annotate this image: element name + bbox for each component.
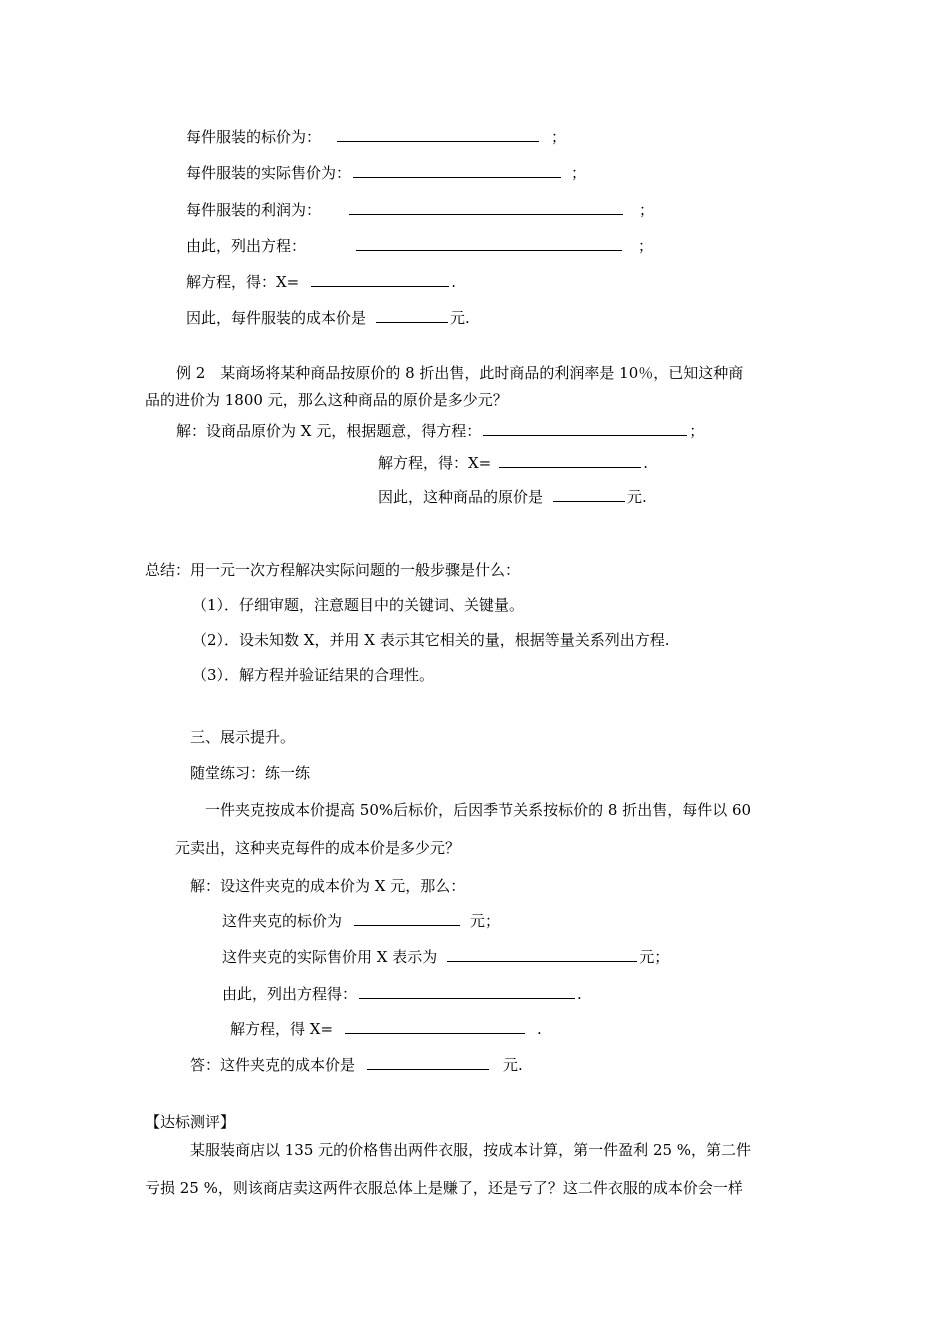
section3-subheading: 随堂练习：练一练: [190, 764, 311, 782]
line-text: ；: [638, 237, 654, 255]
line-text: 由此，列出方程得：: [222, 985, 358, 1003]
answer-blank[interactable]: [483, 421, 687, 436]
line-text: 元.: [627, 488, 647, 506]
answer-blank[interactable]: [367, 1055, 489, 1070]
line-text: 这件夹克的实际售价用 X 表示为: [222, 948, 438, 966]
answer-blank[interactable]: [447, 947, 637, 962]
example2-line1: 例 2 某商场将某种商品按原价的 8 折出售，此时商品的利润率是 10％，已知这种商: [176, 364, 744, 382]
practice-sale-price: [222, 947, 669, 967]
line-text: 元；: [639, 948, 670, 966]
example2-answer: [378, 487, 647, 507]
assessment-heading: 【达标测评】: [145, 1113, 236, 1131]
line-text: .: [577, 985, 582, 1003]
practice-equation: [222, 984, 582, 1004]
line-text: ；: [689, 422, 705, 440]
practice-problem-line2: 元卖出，这种夹克每件的成本价是多少元？: [175, 839, 461, 857]
line-text: 因此，每件服装的成本价是: [186, 309, 367, 327]
intro-line-list-price: [186, 127, 566, 147]
answer-blank[interactable]: [354, 911, 460, 926]
line-text: 解方程，得：X=: [378, 454, 492, 472]
summary-step: （2）．设未知数 X，并用 X 表示其它相关的量，根据等量关系列出方程.: [192, 631, 670, 649]
summary-step: （3）．解方程并验证结果的合理性。: [192, 666, 435, 684]
example2-solution: [176, 421, 704, 441]
line-text: 元.: [503, 1056, 523, 1074]
intro-line-equation: [186, 236, 653, 256]
answer-blank[interactable]: [359, 984, 575, 999]
line-text: 解：设商品原价为 X 元，根据题意，得方程：: [176, 422, 482, 440]
practice-solve: [230, 1019, 542, 1039]
line-text: ；: [639, 201, 655, 219]
practice-problem-line1: 一件夹克按成本价提高 50%后标价，后因季节关系按标价的 8 折出售，每件以 60: [205, 801, 752, 819]
practice-list-price: [222, 911, 500, 931]
example2-solve: [378, 453, 648, 473]
answer-blank[interactable]: [499, 453, 641, 468]
line-text: ；: [571, 164, 587, 182]
line-text: 解方程，得 X=: [230, 1020, 334, 1038]
answer-blank[interactable]: [353, 163, 561, 178]
answer-blank[interactable]: [311, 272, 449, 287]
line-text: .: [451, 273, 457, 291]
line-text: 每件服装的利润为：: [186, 201, 322, 219]
line-text: 答：这件夹克的成本价是: [190, 1056, 356, 1074]
line-text: 元.: [450, 309, 470, 327]
intro-line-solve: [186, 272, 456, 292]
answer-blank[interactable]: [356, 236, 622, 251]
example2-line2: 品的进价为 1800 元，那么这种商品的原价是多少元？: [145, 391, 508, 409]
practice-solution: 解：设这件夹克的成本价为 X 元，那么：: [190, 877, 466, 895]
summary-step: （1）．仔细审题，注意题目中的关键词、关键量。: [192, 596, 525, 614]
answer-blank[interactable]: [337, 127, 539, 142]
line-text: 这件夹克的标价为: [222, 912, 343, 930]
summary-title: 总结：用一元一次方程解决实际问题的一般步骤是什么：: [145, 561, 521, 579]
intro-line-cost: [186, 308, 470, 328]
assessment-line2: 亏损 25 %，则该商店卖这两件衣服总体上是赚了，还是亏了？这二件衣服的成本价会一样: [145, 1179, 743, 1197]
line-text: 因此，这种商品的原价是: [378, 488, 544, 506]
line-text: 由此，列出方程：: [186, 237, 307, 255]
line-text: 解方程，得：X=: [186, 273, 300, 291]
line-text: ；: [551, 128, 567, 146]
answer-blank[interactable]: [349, 200, 623, 215]
line-text: .: [643, 454, 649, 472]
practice-answer: [190, 1055, 523, 1075]
intro-line-profit: [186, 200, 654, 220]
section3-heading: 三、展示提升。: [190, 728, 296, 746]
line-text: 元；: [470, 912, 501, 930]
line-text: .: [537, 1020, 542, 1038]
answer-blank[interactable]: [345, 1019, 525, 1034]
line-text: 每件服装的实际售价为：: [186, 164, 352, 182]
assessment-line1: 某服装商店以 135 元的价格售出两件衣服，按成本计算，第一件盈利 25 %，第二件: [190, 1141, 752, 1159]
answer-blank[interactable]: [553, 487, 625, 502]
intro-line-sale-price: [186, 163, 586, 183]
answer-blank[interactable]: [376, 308, 448, 323]
line-text: 每件服装的标价为：: [186, 128, 322, 146]
